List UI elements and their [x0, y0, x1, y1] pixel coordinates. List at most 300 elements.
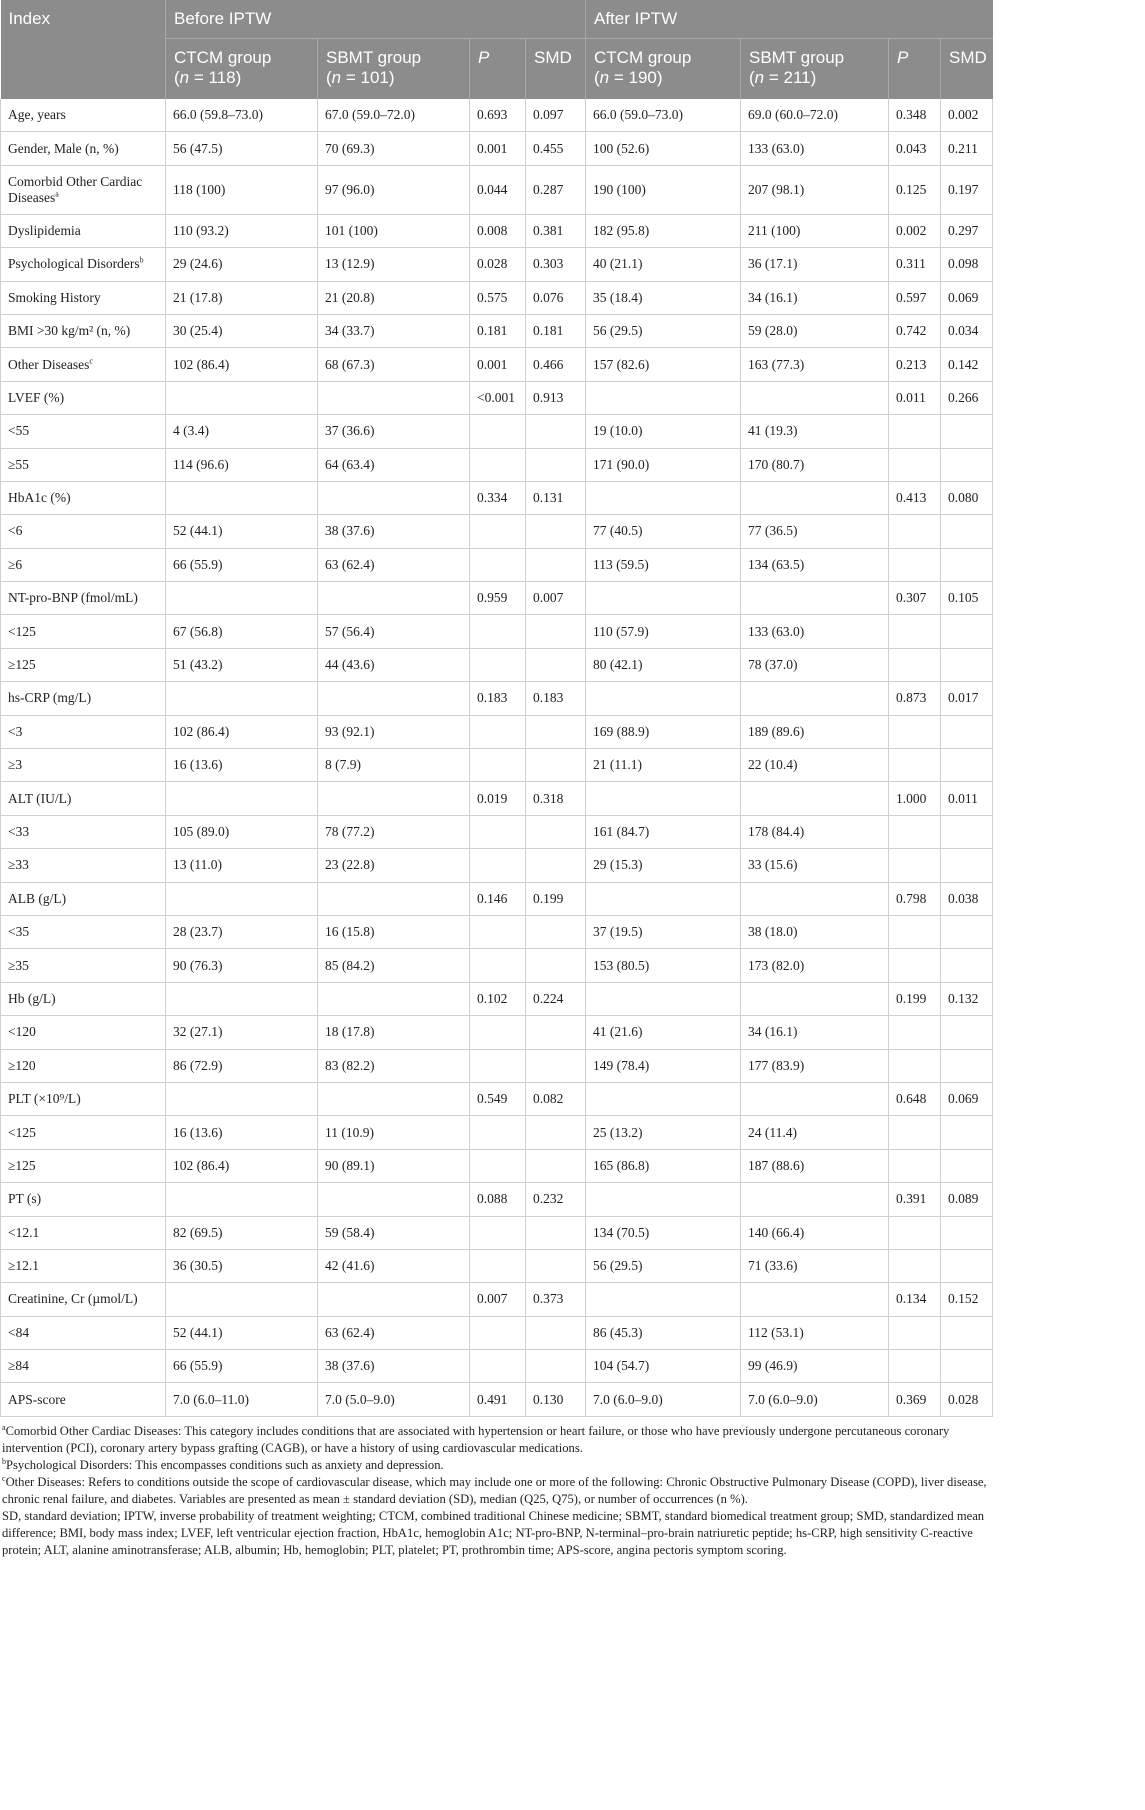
row-label: Dyslipidemia [1, 214, 166, 247]
table-row [1, 281, 993, 314]
table-cell [318, 782, 470, 815]
table-cell: 102 (86.4) [166, 348, 318, 381]
header-after-iptw: After IPTW [586, 0, 993, 39]
table-cell: 34 (16.1) [741, 281, 889, 314]
table-cell [526, 715, 586, 748]
table-cell [941, 548, 993, 581]
table-cell: 0.105 [941, 582, 993, 615]
table-cell: 0.181 [470, 314, 526, 347]
footnote: $^c$Other Diseases: Refers to conditions outside the scope of cardiovascular disease, which may include one or more of the following: Chronic Obstructive Pulmonary Disease (COPD), liver disease, chronic renal failure, and diabetes. Variables are presented as mean ± standard deviation (SD), median (Q25, Q75), or number of occurrences (n %). [2, 1473, 987, 1506]
header-index: Index [1, 0, 166, 99]
table-cell: 0.131 [526, 481, 586, 514]
table-cell: 16 (13.6) [166, 1116, 318, 1149]
table-cell: 0.391 [889, 1183, 941, 1216]
table-cell: 32 (27.1) [166, 1016, 318, 1049]
table-row [1, 348, 993, 381]
table-cell [941, 1049, 993, 1082]
table-cell: 80 (42.1) [586, 648, 741, 681]
table-cell: 8 (7.9) [318, 749, 470, 782]
table-cell: 0.287 [526, 165, 586, 214]
table-cell: 37 (36.6) [318, 415, 470, 448]
table-cell: 0.082 [526, 1082, 586, 1115]
table-cell [941, 515, 993, 548]
table-cell: 19 (10.0) [586, 415, 741, 448]
row-label: Hb (g/L) [1, 982, 166, 1015]
table-cell: 52 (44.1) [166, 1316, 318, 1349]
table-cell: 0.098 [941, 248, 993, 281]
table-row [1, 1350, 993, 1383]
table-cell: 170 (80.7) [741, 448, 889, 481]
table-cell [166, 1082, 318, 1115]
table-cell [470, 1316, 526, 1349]
table-cell: 40 (21.1) [586, 248, 741, 281]
table-row [1, 1316, 993, 1349]
table-cell [741, 782, 889, 815]
table-cell: 0.466 [526, 348, 586, 381]
table-cell: 0.125 [889, 165, 941, 214]
row-label: ≥3 [1, 749, 166, 782]
table-row [1, 132, 993, 165]
table-cell: 67.0 (59.0–72.0) [318, 99, 470, 132]
table-cell: 1.000 [889, 782, 941, 815]
table-cell: 140 (66.4) [741, 1216, 889, 1249]
table-cell: 24 (11.4) [741, 1116, 889, 1149]
table-cell: 0.028 [941, 1383, 993, 1416]
table-cell: 0.001 [470, 132, 526, 165]
table-cell: 133 (63.0) [741, 132, 889, 165]
table-cell: 52 (44.1) [166, 515, 318, 548]
table-row [1, 849, 993, 882]
table-cell [318, 682, 470, 715]
table-cell: 86 (72.9) [166, 1049, 318, 1082]
table-cell: 99 (46.9) [741, 1350, 889, 1383]
table-cell: 0.297 [941, 214, 993, 247]
table-cell: 0.069 [941, 1082, 993, 1115]
table-cell: 7.0 (6.0–9.0) [741, 1383, 889, 1416]
table-cell: 13 (11.0) [166, 849, 318, 882]
table-cell: 34 (16.1) [741, 1016, 889, 1049]
row-label: <125 [1, 615, 166, 648]
table-footnotes [0, 1423, 987, 1559]
table-row [1, 1383, 993, 1416]
table-cell [470, 548, 526, 581]
table-cell: 187 (88.6) [741, 1149, 889, 1182]
table-cell [741, 682, 889, 715]
table-cell: 68 (67.3) [318, 348, 470, 381]
table-cell: 21 (20.8) [318, 281, 470, 314]
table-cell [889, 915, 941, 948]
table-cell [526, 1249, 586, 1282]
table-cell: 134 (63.5) [741, 548, 889, 581]
row-label: <6 [1, 515, 166, 548]
table-cell: 173 (82.0) [741, 949, 889, 982]
table-cell [941, 1149, 993, 1182]
table-cell: 77 (40.5) [586, 515, 741, 548]
table-cell: 190 (100) [586, 165, 741, 214]
table-cell: 0.181 [526, 314, 586, 347]
table-cell [941, 1016, 993, 1049]
table-cell [318, 982, 470, 1015]
table-cell: 23 (22.8) [318, 849, 470, 882]
table-cell [526, 1016, 586, 1049]
table-cell [470, 715, 526, 748]
table-cell [889, 548, 941, 581]
table-row [1, 448, 993, 481]
table-cell: 113 (59.5) [586, 548, 741, 581]
table-cell [166, 381, 318, 414]
table-cell [526, 1350, 586, 1383]
table-cell [941, 1116, 993, 1149]
table-cell [889, 448, 941, 481]
row-label: ALT (IU/L) [1, 782, 166, 815]
table-cell: 0.348 [889, 99, 941, 132]
table-row [1, 1082, 993, 1115]
table-row [1, 682, 993, 715]
row-label: ≥33 [1, 849, 166, 882]
table-cell [470, 1049, 526, 1082]
table-row [1, 1116, 993, 1149]
table-cell: 18 (17.8) [318, 1016, 470, 1049]
table-row [1, 1016, 993, 1049]
table-cell [318, 481, 470, 514]
table-cell [586, 882, 741, 915]
table-cell: 90 (76.3) [166, 949, 318, 982]
table-cell [941, 715, 993, 748]
table-cell: 0.044 [470, 165, 526, 214]
table-cell: 30 (25.4) [166, 314, 318, 347]
table-cell: 133 (63.0) [741, 615, 889, 648]
table-cell: 0.132 [941, 982, 993, 1015]
table-cell: 0.007 [526, 582, 586, 615]
table-cell: 41 (19.3) [741, 415, 889, 448]
table-cell: 77 (36.5) [741, 515, 889, 548]
table-cell: 0.213 [889, 348, 941, 381]
table-cell: 85 (84.2) [318, 949, 470, 982]
table-cell [889, 1350, 941, 1383]
table-cell: 36 (17.1) [741, 248, 889, 281]
table-cell [526, 749, 586, 782]
header-p-after: P [889, 39, 941, 100]
table-cell [470, 815, 526, 848]
table-cell: 22 (10.4) [741, 749, 889, 782]
table-cell: 110 (93.2) [166, 214, 318, 247]
table-row [1, 515, 993, 548]
table-cell [526, 949, 586, 982]
row-label: LVEF (%) [1, 381, 166, 414]
table-cell: 165 (86.8) [586, 1149, 741, 1182]
table-cell: 0.134 [889, 1283, 941, 1316]
row-label: Smoking History [1, 281, 166, 314]
table-cell [470, 1149, 526, 1182]
table-cell [889, 849, 941, 882]
table-cell: 78 (77.2) [318, 815, 470, 848]
table-cell [741, 582, 889, 615]
row-label: ≥125 [1, 648, 166, 681]
table-cell: 182 (95.8) [586, 214, 741, 247]
table-row [1, 815, 993, 848]
table-cell: 0.088 [470, 1183, 526, 1216]
table-cell [318, 1082, 470, 1115]
table-cell: 82 (69.5) [166, 1216, 318, 1249]
table-cell [526, 415, 586, 448]
table-cell [941, 915, 993, 948]
header-sbmt-after: SBMT group (n = 211) [741, 39, 889, 100]
table-cell: 56 (29.5) [586, 1249, 741, 1282]
row-label: <35 [1, 915, 166, 948]
table-cell [526, 648, 586, 681]
table-cell: 0.043 [889, 132, 941, 165]
table-cell [941, 615, 993, 648]
table-cell: 0.197 [941, 165, 993, 214]
table-cell: 4 (3.4) [166, 415, 318, 448]
table-row [1, 915, 993, 948]
table-cell: 0.413 [889, 481, 941, 514]
table-cell [470, 448, 526, 481]
table-cell: 35 (18.4) [586, 281, 741, 314]
table-cell [889, 815, 941, 848]
row-label: ≥120 [1, 1049, 166, 1082]
table-cell: 41 (21.6) [586, 1016, 741, 1049]
table-cell: 102 (86.4) [166, 1149, 318, 1182]
table-cell: 0.491 [470, 1383, 526, 1416]
table-cell: 34 (33.7) [318, 314, 470, 347]
row-label: NT-pro-BNP (fmol/mL) [1, 582, 166, 615]
table-cell [741, 1082, 889, 1115]
table-cell: 0.011 [941, 782, 993, 815]
row-label: Other Diseases$^c$ [1, 348, 166, 381]
table-cell: 169 (88.9) [586, 715, 741, 748]
table-row [1, 1049, 993, 1082]
table-cell: 25 (13.2) [586, 1116, 741, 1149]
table-cell: 0.575 [470, 281, 526, 314]
table-cell [318, 1283, 470, 1316]
table-cell: 0.097 [526, 99, 586, 132]
table-cell [941, 1316, 993, 1349]
table-header [1, 0, 993, 99]
row-label: Psychological Disorders$^b$ [1, 248, 166, 281]
row-label: hs-CRP (mg/L) [1, 682, 166, 715]
table-cell: 211 (100) [741, 214, 889, 247]
row-label: Creatinine, Cr (µmol/L) [1, 1283, 166, 1316]
table-cell [470, 849, 526, 882]
table-cell [166, 582, 318, 615]
table-cell: 163 (77.3) [741, 348, 889, 381]
table-cell: 0.152 [941, 1283, 993, 1316]
table-cell: 0.102 [470, 982, 526, 1015]
table-cell [941, 648, 993, 681]
table-row [1, 481, 993, 514]
table-cell [318, 582, 470, 615]
table-cell: 97 (96.0) [318, 165, 470, 214]
row-label: <33 [1, 815, 166, 848]
table-cell [526, 849, 586, 882]
table-cell: 0.142 [941, 348, 993, 381]
table-cell [470, 915, 526, 948]
header-smd-before: SMD [526, 39, 586, 100]
table-cell: 112 (53.1) [741, 1316, 889, 1349]
row-label: APS-score [1, 1383, 166, 1416]
table-cell: 13 (12.9) [318, 248, 470, 281]
table-cell [889, 415, 941, 448]
table-cell: 29 (15.3) [586, 849, 741, 882]
table-cell: 0.373 [526, 1283, 586, 1316]
table-cell: 38 (37.6) [318, 1350, 470, 1383]
table-cell: 0.199 [889, 982, 941, 1015]
table-cell [889, 1249, 941, 1282]
table-cell: 0.007 [470, 1283, 526, 1316]
table-cell [586, 982, 741, 1015]
table-cell: 66 (55.9) [166, 548, 318, 581]
table-row [1, 982, 993, 1015]
table-cell: 0.130 [526, 1383, 586, 1416]
table-cell: 0.224 [526, 982, 586, 1015]
table-cell [526, 915, 586, 948]
table-cell [889, 1016, 941, 1049]
table-cell: 44 (43.6) [318, 648, 470, 681]
row-label: ≥55 [1, 448, 166, 481]
table-cell [318, 882, 470, 915]
table-cell: 7.0 (6.0–11.0) [166, 1383, 318, 1416]
table-cell [526, 615, 586, 648]
table-cell: 0.959 [470, 582, 526, 615]
table-cell [586, 481, 741, 514]
table-cell: 70 (69.3) [318, 132, 470, 165]
row-label: Comorbid Other Cardiac Diseases$^a$ [1, 165, 166, 214]
table-cell [526, 1149, 586, 1182]
table-cell [741, 381, 889, 414]
table-cell: 59 (58.4) [318, 1216, 470, 1249]
table-row [1, 548, 993, 581]
table-cell [941, 1249, 993, 1282]
table-cell: 189 (89.6) [741, 715, 889, 748]
table-cell [889, 949, 941, 982]
table-cell: 0.002 [941, 99, 993, 132]
row-label: BMI >30 kg/m² (n, %) [1, 314, 166, 347]
table-cell: 0.183 [526, 682, 586, 715]
table-cell: 0.017 [941, 682, 993, 715]
table-cell [941, 815, 993, 848]
table-cell: 0.334 [470, 481, 526, 514]
table-cell: 0.913 [526, 381, 586, 414]
table-cell: 57 (56.4) [318, 615, 470, 648]
table-cell [586, 582, 741, 615]
row-label: <84 [1, 1316, 166, 1349]
row-label: HbA1c (%) [1, 481, 166, 514]
table-row [1, 582, 993, 615]
row-label: ≥12.1 [1, 1249, 166, 1282]
table-cell: 71 (33.6) [741, 1249, 889, 1282]
row-label: ≥35 [1, 949, 166, 982]
table-row [1, 648, 993, 681]
table-cell [470, 1116, 526, 1149]
row-label: ≥84 [1, 1350, 166, 1383]
table-cell: 0.232 [526, 1183, 586, 1216]
table-cell [526, 1216, 586, 1249]
table-cell [741, 882, 889, 915]
table-cell: 0.019 [470, 782, 526, 815]
table-row [1, 1149, 993, 1182]
row-label: Gender, Male (n, %) [1, 132, 166, 165]
table-cell [889, 715, 941, 748]
table-row [1, 1283, 993, 1316]
table-cell [889, 1316, 941, 1349]
table-cell: 0.742 [889, 314, 941, 347]
table-cell: 21 (17.8) [166, 281, 318, 314]
table-cell: 0.381 [526, 214, 586, 247]
table-cell [166, 1183, 318, 1216]
row-label: ≥6 [1, 548, 166, 581]
footnote: $^a$Comorbid Other Cardiac Diseases: This category includes conditions that are associated with hypertension or heart failure, or those who have previously undergone percutaneous coronary intervention (PCI), coronary artery bypass grafting (CAGB), or have a history of using cardiovascular medications. [2, 1422, 950, 1455]
table-cell: 0.307 [889, 582, 941, 615]
table-row [1, 749, 993, 782]
table-cell: 104 (54.7) [586, 1350, 741, 1383]
row-label: ALB (g/L) [1, 882, 166, 915]
table-cell [470, 749, 526, 782]
table-cell [470, 415, 526, 448]
table-cell: 0.146 [470, 882, 526, 915]
table-cell: 0.455 [526, 132, 586, 165]
table-cell [889, 1049, 941, 1082]
table-cell [586, 1283, 741, 1316]
table-cell: 149 (78.4) [586, 1049, 741, 1082]
table-cell [470, 648, 526, 681]
table-cell [941, 448, 993, 481]
table-cell: 157 (82.6) [586, 348, 741, 381]
table-cell [889, 615, 941, 648]
table-cell: 0.034 [941, 314, 993, 347]
table-cell [166, 982, 318, 1015]
table-cell [741, 982, 889, 1015]
table-cell: 0.076 [526, 281, 586, 314]
header-before-iptw: Before IPTW [166, 0, 586, 39]
table-row [1, 165, 993, 214]
table-cell: 56 (29.5) [586, 314, 741, 347]
header-p-before: P [470, 39, 526, 100]
table-cell: 66 (55.9) [166, 1350, 318, 1383]
table-row [1, 782, 993, 815]
table-cell: 110 (57.9) [586, 615, 741, 648]
table-cell [741, 481, 889, 514]
table-cell [586, 782, 741, 815]
table-cell [318, 1183, 470, 1216]
table-cell: 11 (10.9) [318, 1116, 470, 1149]
table-cell: 38 (37.6) [318, 515, 470, 548]
table-body [1, 99, 993, 1416]
table-cell: 0.798 [889, 882, 941, 915]
row-label: <120 [1, 1016, 166, 1049]
header-sbmt-before: SBMT group (n = 101) [318, 39, 470, 100]
table-cell: 0.303 [526, 248, 586, 281]
table-row [1, 949, 993, 982]
table-cell [526, 515, 586, 548]
table-cell [941, 749, 993, 782]
table-cell: 21 (11.1) [586, 749, 741, 782]
table-cell [889, 515, 941, 548]
row-label: PT (s) [1, 1183, 166, 1216]
table-cell [526, 448, 586, 481]
table-cell: 66.0 (59.0–73.0) [586, 99, 741, 132]
table-cell [166, 882, 318, 915]
table-cell: 0.002 [889, 214, 941, 247]
table-cell: 0.648 [889, 1082, 941, 1115]
table-cell [166, 481, 318, 514]
row-label: PLT (×10⁹/L) [1, 1082, 166, 1115]
table-cell: 38 (18.0) [741, 915, 889, 948]
table-cell: 118 (100) [166, 165, 318, 214]
table-cell: 0.008 [470, 214, 526, 247]
table-cell [526, 1049, 586, 1082]
table-cell [526, 1316, 586, 1349]
